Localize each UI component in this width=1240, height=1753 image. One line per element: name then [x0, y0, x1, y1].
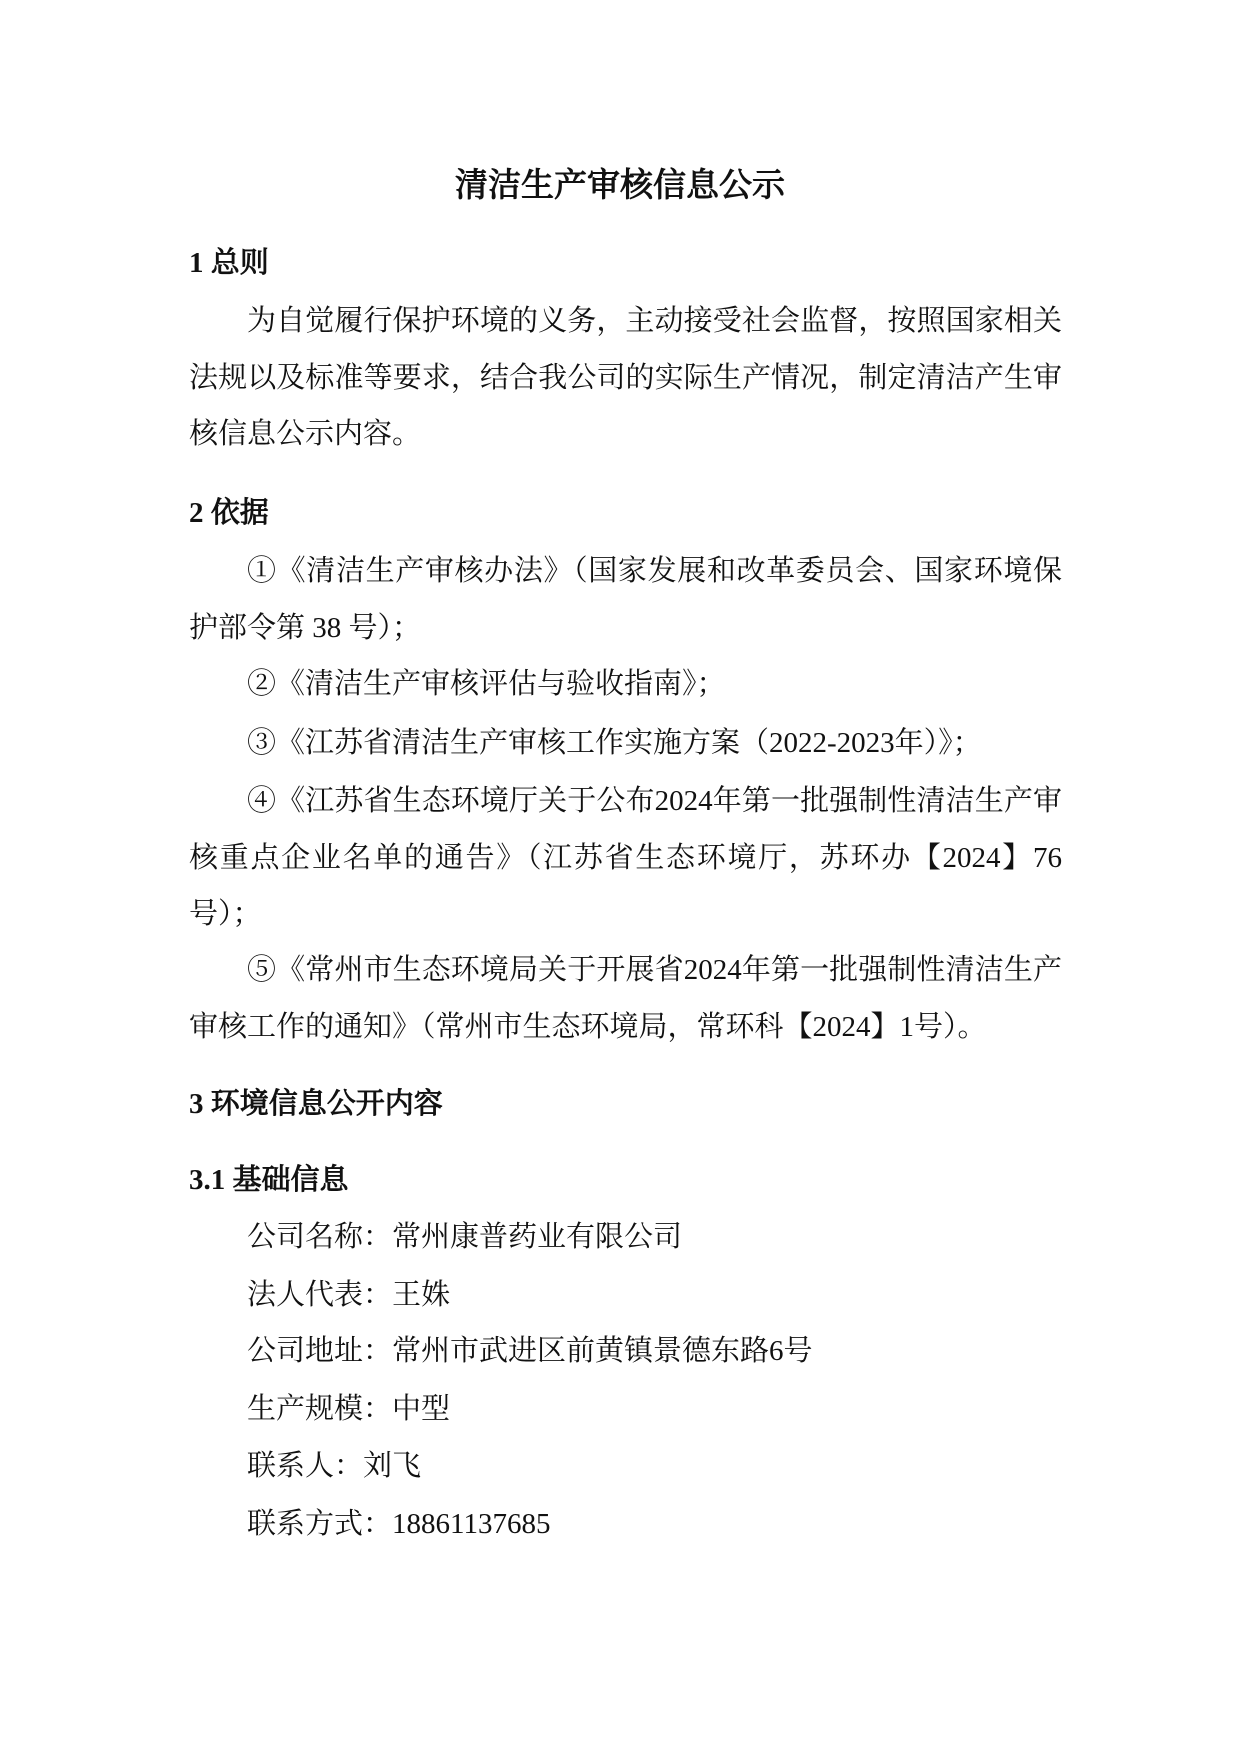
field-value: 18861137685 [392, 1508, 551, 1540]
section-heading-general: 1 总则 [189, 247, 269, 279]
field-label: 联系方式： [247, 1508, 393, 1540]
basis-item-5: ⑤《常州市生态环境局关于开展省2024年第一批强制性清洁生产 [247, 954, 1062, 986]
field-value: 刘飞 [363, 1450, 422, 1482]
field-value: 王姝 [392, 1279, 451, 1311]
field-address [247, 1331, 1062, 1371]
field-legal-rep [247, 1275, 1062, 1315]
field-label: 公司名称： [247, 1221, 393, 1253]
field-label: 生产规模： [247, 1393, 393, 1425]
basis-item-3: ③《江苏省清洁生产审核工作实施方案（2022-2023年）》； [247, 727, 982, 759]
paragraph-line: 为自觉履行保护环境的义务，主动接受社会监督，按照国家相关 [247, 305, 1062, 337]
field-contact-phone [247, 1504, 1062, 1544]
field-value: 常州市武进区前黄镇景德东路6号 [392, 1335, 813, 1367]
section-heading-disclosure: 3 环境信息公开内容 [189, 1088, 443, 1120]
subsection-heading-basic-info: 3.1 基础信息 [189, 1164, 349, 1196]
field-label: 公司地址： [247, 1335, 393, 1367]
field-scale [247, 1389, 1062, 1429]
basis-item-1-cont: 护部令第 38 号）； [189, 612, 422, 644]
section-heading-basis: 2 依据 [189, 497, 269, 529]
page-title: 清洁生产审核信息公示 [455, 168, 785, 204]
field-value: 中型 [392, 1393, 451, 1425]
basis-item-4: ④《江苏省生态环境厅关于公布2024年第一批强制性清洁生产审 [247, 785, 1062, 817]
field-value: 常州康普药业有限公司 [392, 1221, 683, 1253]
field-contact-person [247, 1446, 1062, 1486]
basis-item-5-cont: 审核工作的通知》（常州市生态环境局，常环科【2024】1号）。 [189, 1011, 987, 1043]
paragraph-line: 核信息公示内容。 [189, 418, 422, 450]
field-label: 联系人： [247, 1450, 364, 1482]
basis-item-1: ①《清洁生产审核办法》（国家发展和改革委员会、国家环境保 [247, 555, 1062, 587]
field-company-name [247, 1217, 1062, 1257]
basis-item-4-cont: 核重点企业名单的通告》（江苏省生态环境厅，苏环办【2024】76 [189, 842, 1062, 874]
basis-item-4-cont: 号）； [189, 898, 262, 930]
paragraph-line: 法规以及标准等要求，结合我公司的实际生产情况，制定清洁产生审 [189, 362, 1062, 394]
field-label: 法人代表： [247, 1279, 393, 1311]
basis-item-2: ②《清洁生产审核评估与验收指南》； [247, 668, 726, 700]
